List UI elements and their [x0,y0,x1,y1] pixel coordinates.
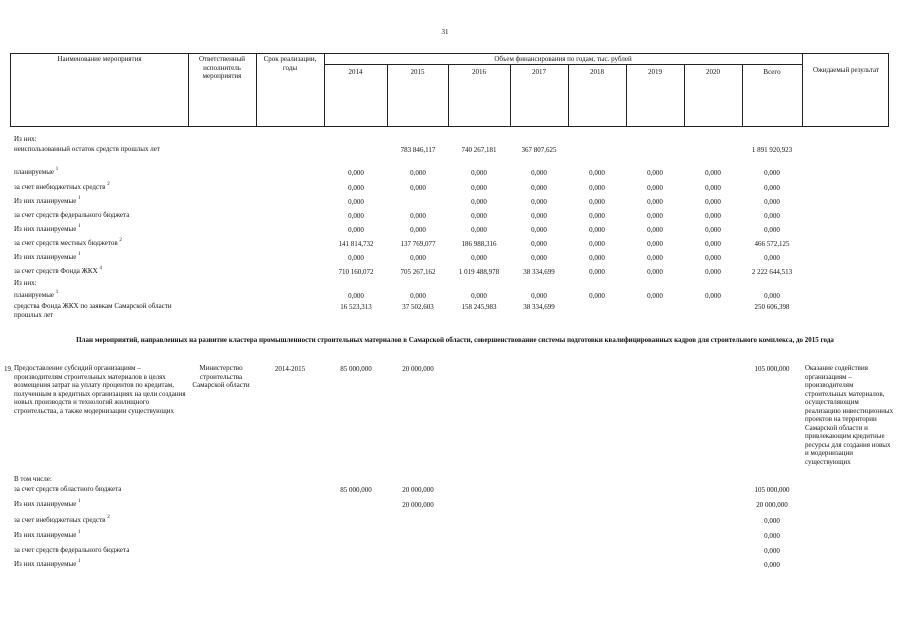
cell-value: 0,000 [410,254,426,262]
row-label [14,253,179,262]
cell-value: 0,000 [764,169,780,177]
cell-value: 0,000 [647,198,663,206]
header-result: Ожидаемый результат [812,66,880,74]
cell-value: 0,000 [647,184,663,192]
cell-value: 0,000 [471,292,487,300]
cell-value: 0,000 [589,169,605,177]
cell-value: 0,000 [705,292,721,300]
footnote-mark: 2 [107,182,110,187]
cell-value: 37 502,603 [402,303,434,311]
row-label-text: за счет средств местных бюджетов [14,239,118,247]
header-year: 2020 [706,68,720,76]
row-label [14,211,179,220]
cell-value: 0,000 [471,254,487,262]
row-label [14,291,179,300]
page-number: 31 [441,28,449,36]
cell-value: 20 000,000 [402,486,434,494]
header-funding: Объем финансирования по годам, тыс. рублей [494,55,632,63]
section-title: План мероприятий, направленных на развитие кластера промышленности строительных материалов в Самарской области, совершенствование системы подготовки квалифицированных кадров для строительного комплекса, до 2015 года [76,336,834,344]
footnote-mark: 1 [55,290,59,295]
row-label [14,168,179,177]
cell-value: 0,000 [647,254,663,262]
cell-value: 0,000 [589,268,605,276]
header-period: Срок реализации, годы [263,55,317,72]
row-label [14,183,179,192]
cell-value: 250 606,398 [754,303,790,311]
cell-value: 1 019 488,978 [458,268,500,276]
cell-value: 740 267,181 [461,146,497,154]
cell-value: 0,000 [410,184,426,192]
cell-value: 85 000,000 [340,486,372,494]
footnote-mark: 1 [78,196,81,201]
row-label [14,531,184,540]
cell-value: 0,000 [531,212,547,220]
cell-value: 0,000 [348,184,364,192]
header-year: 2018 [590,68,604,76]
cell-value: 0,000 [348,226,364,234]
cell-value: 20 000,000 [402,365,434,373]
cell-value: 0,000 [531,254,547,262]
cell-value: 0,000 [647,240,663,248]
row-label [14,239,179,248]
cell-value: 20 000,000 [402,501,434,509]
item-executor: Министерство строительства Самарской области [192,364,250,389]
row-label-text: Из них: [14,279,37,287]
cell-value: 0,000 [589,212,605,220]
cell-value: 0,000 [764,547,780,555]
cell-value: 0,000 [705,169,721,177]
cell-value: 0,000 [705,198,721,206]
header-year-total: Всего [763,68,781,76]
row-label-text: Из них: [14,135,37,143]
cell-value: 0,000 [471,184,487,192]
row-label-text: за счет средств областного бюджета [14,485,122,493]
row-label-text: планируемые [14,168,55,176]
row-label [14,485,184,494]
header-year: 2017 [532,68,546,76]
cell-value: 705 267,162 [400,268,436,276]
cell-value: 367 807,625 [521,146,557,154]
cell-value: 0,000 [647,212,663,220]
footnote-mark: 2 [107,515,110,520]
footnote-mark: 1 [55,167,59,172]
row-label [14,516,184,525]
cell-value: 38 334,699 [523,268,555,276]
cell-value: 0,000 [764,517,780,525]
cell-value: 0,000 [348,292,364,300]
row-label-text: В том числе: [14,475,52,483]
cell-value: 0,000 [764,254,780,262]
cell-value: 0,000 [531,292,547,300]
cell-value: 783 846,117 [400,146,436,154]
row-label-text: Из них планируемые [14,500,77,508]
cell-value: 0,000 [589,240,605,248]
cell-value: 0,000 [647,226,663,234]
cell-value: 16 523,313 [340,303,372,311]
cell-value: 158 245,983 [461,303,497,311]
row-label-text: за счет средств федерального бюджета [14,546,130,554]
cell-value: 0,000 [764,292,780,300]
footnote-mark: 1 [78,252,81,257]
cell-value: 1 891 920,923 [751,146,793,154]
cell-value: 0,000 [764,532,780,540]
cell-value: 466 572,125 [754,240,790,248]
cell-value: 0,000 [471,169,487,177]
cell-value: 137 769,077 [400,240,436,248]
cell-value: 0,000 [589,184,605,192]
cell-value: 0,000 [531,198,547,206]
row-label [14,500,184,509]
cell-value: 0,000 [531,226,547,234]
cell-value: 0,000 [589,226,605,234]
cell-value: 0,000 [410,292,426,300]
row-label-text: за счет внебюджетных средств [14,183,106,191]
cell-value: 0,000 [410,212,426,220]
cell-value: 0,000 [764,198,780,206]
cell-value: 20 000,000 [756,501,788,509]
row-label-text: за счет средств Фонда ЖКХ [14,267,98,275]
footnote-mark: 1 [78,530,81,535]
cell-value: 0,000 [705,240,721,248]
row-label [14,546,184,555]
cell-value: 0,000 [471,212,487,220]
header-year: 2015 [410,68,425,76]
row-label [14,267,179,276]
row-label-text: за счет внебюджетных средств [14,516,106,524]
item-name: Предоставление субсидий организациям – производителям строительных материалов в целях возмещения затрат на уплату процентов по кредитам, полученным в кредитных организациях на цели создания новых производств и технологий жилищного строительства, а также модернизации существующих [14,364,186,415]
row-label-text: Из них планируемые [14,560,77,568]
cell-value: 0,000 [647,292,663,300]
row-label [14,145,179,154]
cell-value: 105 000,000 [754,365,790,373]
cell-value: 0,000 [764,561,780,569]
row-label [14,475,184,484]
row-label-text: неиспользованный остаток средств прошлых лет [14,145,160,153]
cell-value: 38 334,699 [523,303,555,311]
row-label [14,302,179,319]
cell-value: 0,000 [764,212,780,220]
cell-value: 0,000 [531,169,547,177]
header-executor: Ответственный исполнитель мероприятия [198,55,246,80]
cell-value: 0,000 [705,268,721,276]
cell-value: 0,000 [348,212,364,220]
cell-value: 0,000 [705,212,721,220]
row-label [14,225,179,234]
header-year: 2016 [472,68,486,76]
cell-value: 0,000 [531,184,547,192]
cell-value: 0,000 [705,254,721,262]
footnote-mark: 2 [119,238,122,243]
cell-value: 0,000 [705,184,721,192]
row-label-text: планируемые [14,291,55,299]
item-period: 2014-2015 [274,365,306,373]
header-year: 2019 [648,68,662,76]
cell-value: 710 160,072 [338,268,374,276]
cell-value: 2 222 644,513 [751,268,793,276]
header-year: 2014 [348,68,363,76]
cell-value: 0,000 [348,198,364,206]
row-label [14,135,179,144]
row-label [14,197,179,206]
cell-value: 0,000 [647,268,663,276]
header-name: Наименование мероприятия [57,55,142,63]
item-result: Оказание содействия организациям – производителям строительных материалов, осуществляющим реализацию инвестиционных проектов на территории Самарской области и привлекающим кредитные ресурсы для создания новых и модернизации существующих [805,364,894,466]
cell-value: 0,000 [589,254,605,262]
cell-value: 0,000 [647,169,663,177]
cell-value: 0,000 [705,226,721,234]
cell-value: 186 988,316 [461,240,497,248]
cell-value: 0,000 [589,198,605,206]
cell-value: 0,000 [531,240,547,248]
cell-value: 0,000 [410,226,426,234]
footnote-mark: 1 [78,224,81,229]
cell-value: 0,000 [471,226,487,234]
item-number: 19. [4,365,13,373]
cell-value: 0,000 [348,254,364,262]
footnote-mark: 4 [99,266,102,271]
cell-value: 85 000,000 [340,365,372,373]
cell-value: 141 814,732 [338,240,374,248]
cell-value: 0,000 [764,184,780,192]
row-label-text: Из них планируемые [14,253,77,261]
row-label-text: за счет средств федерального бюджета [14,211,130,219]
row-label [14,560,184,569]
row-label-text: Из них планируемые [14,531,77,539]
row-label-text: Из них планируемые [14,197,77,205]
cell-value: 0,000 [764,226,780,234]
cell-value: 0,000 [348,169,364,177]
row-label [14,279,179,288]
footnote-mark: 1 [78,559,81,564]
cell-value: 0,000 [589,292,605,300]
row-label-text: средства Фонда ЖКХ по заявкам Самарской области прошлых лет [14,302,172,319]
cell-value: 0,000 [471,198,487,206]
cell-value: 105 000,000 [754,486,790,494]
row-label-text: Из них планируемые [14,225,77,233]
footnote-mark: 1 [78,499,81,504]
cell-value: 0,000 [410,169,426,177]
